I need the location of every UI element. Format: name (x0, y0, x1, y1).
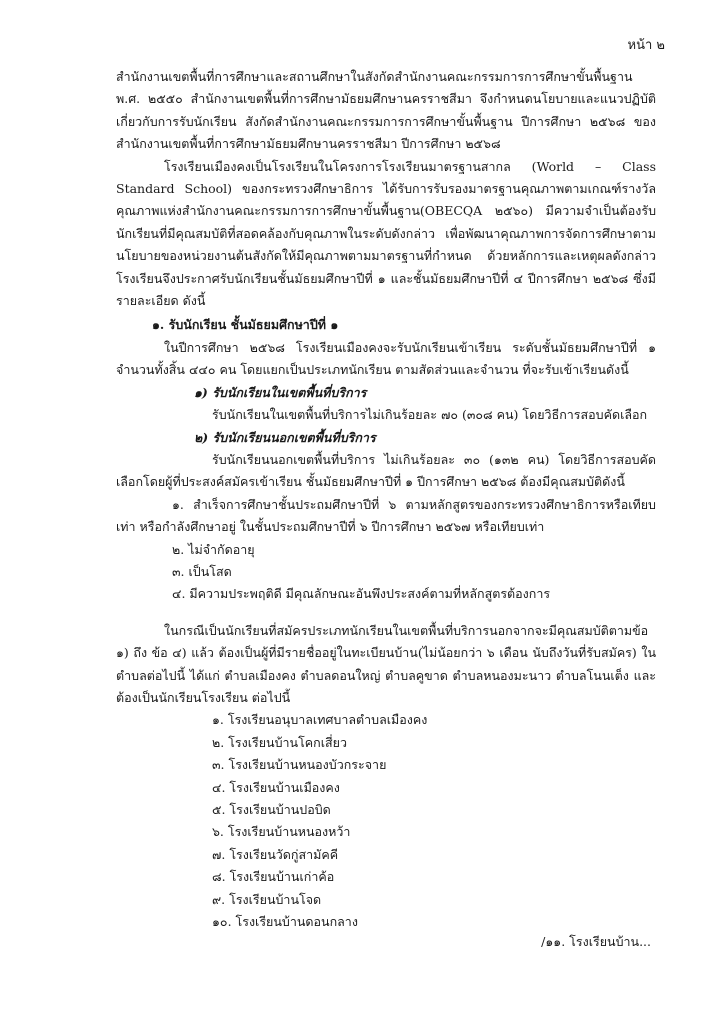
sub-section-1-text: รับนักเรียนในเขตพื้นที่บริการไม่เกินร้อยละ ๗๐ (๓๐๘ คน) โดยวิธีการสอบคัดเลือก (212, 407, 648, 423)
qualification-item: ๔. มีความประพฤติดี มีคุณลักษณะอันพึงประสงค์ตามที่หลักสูตรต้องการ (172, 586, 551, 602)
school-list-item: ๗. โรงเรียนวัดกู่สามัคคี (212, 846, 339, 862)
condition-paragraph: ในกรณีเป็นนักเรียนที่สมัครประเภทนักเรียนในเขตพื้นที่บริการนอกจากจะมีคุณสมบัติตามข้อ ๑) ถึง ข้อ ๔) แล้ว ต้องเป็นผู้ที่มีรายชื่ออยู่ในทะเบียนบ้าน(ไม่น้อยกว่า ๖ เดือน นับถึงวันที่รับสมัคร) ในตำบลต่อไปนี้ ได้แก่ ตำบลเมืองคง ตำบลดอนใหญ่ ตำบลคูขาด ตำบลหนองมะนาว ตำบลโนนเต็ง และต้องเป็นนักเรียนโรงเรียน ต่อไปนี้ (116, 622, 656, 705)
continuation-marker: /๑๑. โรงเรียนบ้าน... (541, 934, 651, 949)
intro-paragraph-1: สำนักงานเขตพื้นที่การศึกษาและสถานศึกษาในสังกัดสำนักงานคณะกรรมการการศึกษาขั้นพื้นฐาน พ.ศ. ๒๕๕๐ สำนักงานเขตพื้นที่การศึกษามัธยมศึกษานครราชสีมา จึงกำหนดนโยบายและแนวปฏิบัติเกี่ยวกับการรับนักเรียน สังกัดสำนักงานคณะกรรมการการศึกษาขั้นพื้นฐาน ปีการศึกษา ๒๕๖๘ ของสำนักงานเขตพื้นที่การศึกษามัธยมศึกษานครราชสีมา ปีการศึกษา ๒๕๖๘ (116, 69, 656, 152)
school-list-item: ๘. โรงเรียนบ้านเก่าค้อ (212, 869, 335, 885)
school-list-item: ๕. โรงเรียนบ้านปอบิด (212, 801, 331, 817)
qualification-item: ๒. ไม่จำกัดอายุ (172, 541, 255, 557)
school-list-item: ๑๐. โรงเรียนบ้านดอนกลาง (212, 913, 358, 929)
school-list (116, 709, 656, 933)
section-1-intro: ในปีการศึกษา ๒๕๖๘ โรงเรียนเมืองคงจะรับนักเรียนเข้าเรียน ระดับชั้นมัธยมศึกษาปีที่ ๑ จำนวนทั้งสิ้น ๔๔๐ คน โดยแยกเป็นประเภทนักเรียน ตามสัดส่วนและจำนวน ที่จะรับเข้าเรียนดังนี้ (116, 339, 656, 378)
school-list-item: ๖. โรงเรียนบ้านหนองหว้า (212, 824, 351, 840)
sub-section-2-heading: ๒) รับนักเรียนนอกเขตพื้นที่บริการ (194, 429, 376, 445)
spacer (116, 606, 656, 620)
section-1-heading: ๑. รับนักเรียน ชั้นมัธยมศึกษาปีที่ ๑ (152, 317, 339, 333)
qualification-item: ๓. เป็นโสด (172, 563, 232, 579)
school-list-item: ๓. โรงเรียนบ้านหนองบัวกระจาย (212, 757, 387, 773)
school-list-item: ๑. โรงเรียนอนุบาลเทศบาลตำบลเมืองคง (212, 712, 428, 728)
school-list-item: ๙. โรงเรียนบ้านโจด (212, 891, 322, 907)
page-number: หน้า ๒ (627, 38, 665, 53)
sub-section-1-heading: ๑) รับนักเรียนในเขตพื้นที่บริการ (194, 384, 367, 400)
qualification-item: ๑. สำเร็จการศึกษาชั้นประถมศึกษาปีที่ ๖ ตามหลักสูตรของกระทรวงศึกษาธิการหรือเทียบเท่า หรือกำลังศึกษาอยู่ ในชั้นประถมศึกษาปีที่ ๖ ปีการศึกษา ๒๕๖๗ หรือเทียบเท่า (116, 496, 656, 535)
sub-section-2-text: รับนักเรียนนอกเขตพื้นที่บริการ ไม่เกินร้อยละ ๓๐ (๑๓๒ คน) โดยวิธีการสอบคัดเลือกโดยผู้ที่ประสงค์สมัครเข้าเรียน ชั้นมัธยมศึกษาปีที่ ๑ ปีการศึกษา ๒๕๖๘ ต้องมีคุณสมบัติดังนี้ (116, 451, 656, 490)
school-list-item: ๔. โรงเรียนบ้านเมืองคง (212, 779, 340, 795)
document-body (116, 66, 656, 933)
intro-paragraph-2: โรงเรียนเมืองคงเป็นโรงเรียนในโครงการโรงเรียนมาตรฐานสากล (World – Class Standard School) ของกระทรวงศึกษาธิการ ได้รับการรับรองมาตรฐานคุณภาพตามเกณฑ์รางวัลคุณภาพแห่งสำนักงานคณะกรรมการการศึกษาขั้นพื้นฐาน(OBECQA ๒๕๖๐) มีความจำเป็นต้องรับนักเรียนที่มีคุณสมบัติที่สอดคล้องกับคุณภาพในระดับดังกล่าว เพื่อพัฒนาคุณภาพการจัดการศึกษาตามนโยบายของหน่วยงานต้นสังกัดให้มีคุณภาพตามมาตรฐานที่กำหนด ด้วยหลักการและเหตุผลดังกล่าว โรงเรียนจึงประกาศรับนักเรียนชั้นมัธยมศึกษาปีที่ ๑ และชั้นมัธยมศึกษาปีที่ ๔ ปีการศึกษา ๒๕๖๘ ซึ่งมีรายละเอียด ดังนี้ (116, 158, 656, 309)
school-list-item: ๒. โรงเรียนบ้านโคกเสี่ยว (212, 734, 347, 750)
